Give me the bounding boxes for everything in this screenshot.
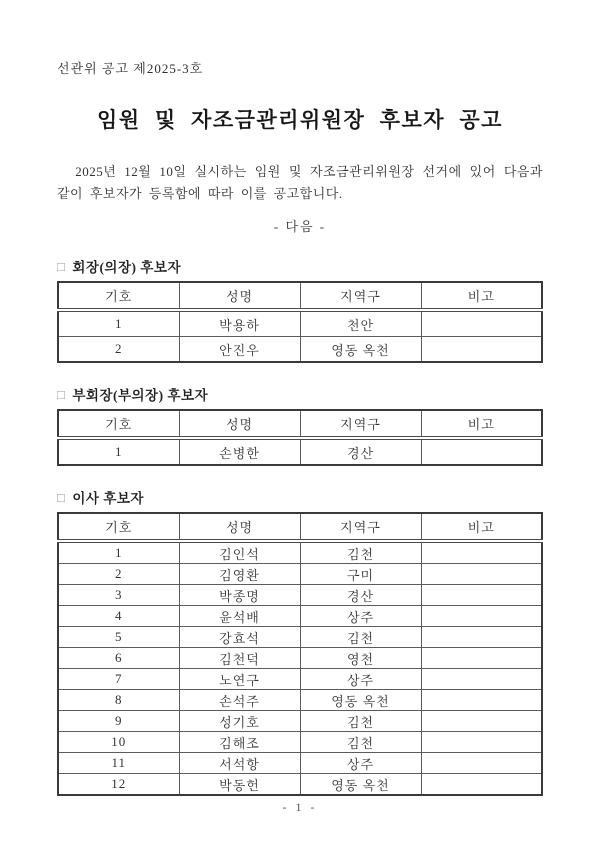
section-heading-label: 이사 후보자: [72, 491, 144, 507]
cell-district: 영동 옥천: [300, 337, 421, 363]
cell-number: 7: [58, 669, 179, 690]
section-heading-vice-chairman: [57, 384, 543, 404]
cell-district: 김천: [300, 711, 421, 732]
section-vice-chairman: [57, 384, 543, 466]
col-header-note: 비고: [421, 513, 542, 541]
cell-note: [421, 585, 542, 606]
cell-number: 1: [58, 541, 179, 564]
cell-note: [421, 310, 542, 337]
table-row: [58, 753, 542, 774]
table-row: [58, 774, 542, 796]
cell-number: 2: [58, 337, 179, 363]
cell-name: 성기호: [179, 711, 300, 732]
cell-district: 경산: [300, 585, 421, 606]
table-header-row: [58, 410, 542, 438]
cell-district: 경산: [300, 438, 421, 465]
cell-note: [421, 669, 542, 690]
cell-note: [421, 564, 542, 585]
cell-number: 10: [58, 732, 179, 753]
doc-number: 선관위 공고 제2025-3호: [57, 61, 204, 76]
table-header-row: [58, 513, 542, 541]
table-row: [58, 627, 542, 648]
section-directors: [57, 487, 543, 796]
cell-name: 강효석: [179, 627, 300, 648]
section-heading-chairman: [57, 256, 543, 276]
vice-chairman-candidate-table: [57, 409, 543, 466]
cell-number: 9: [58, 711, 179, 732]
square-bullet-icon: □: [57, 386, 66, 402]
cell-name: 박동헌: [179, 774, 300, 796]
cell-name: 노연구: [179, 669, 300, 690]
table-row: [58, 606, 542, 627]
cell-number: 5: [58, 627, 179, 648]
cell-district: 상주: [300, 753, 421, 774]
cell-name: 김천덕: [179, 648, 300, 669]
page-title: 임원 및 자조금관리위원장 후보자 공고: [97, 109, 503, 132]
table-row: [58, 669, 542, 690]
table-row: [58, 585, 542, 606]
col-header-name: 성명: [179, 282, 300, 310]
cell-note: [421, 541, 542, 564]
table-row: [58, 310, 542, 337]
col-header-district: 지역구: [300, 513, 421, 541]
table-header-row: [58, 282, 542, 310]
cell-district: 김천: [300, 541, 421, 564]
section-chairman: [57, 256, 543, 363]
table-row: [58, 438, 542, 465]
cell-name: 서석항: [179, 753, 300, 774]
cell-note: [421, 690, 542, 711]
col-header-district: 지역구: [300, 410, 421, 438]
square-bullet-icon: □: [57, 258, 66, 274]
table-row: [58, 711, 542, 732]
section-heading-directors: [57, 487, 543, 507]
cell-number: 11: [58, 753, 179, 774]
cell-number: 1: [58, 310, 179, 337]
col-header-name: 성명: [179, 513, 300, 541]
cell-name: 안진우: [179, 337, 300, 363]
cell-note: [421, 606, 542, 627]
col-header-note: 비고: [421, 410, 542, 438]
daum-divider: - 다음 -: [273, 219, 327, 235]
cell-note: [421, 438, 542, 465]
section-heading-label: 부회장(부의장) 후보자: [72, 388, 209, 404]
table-row: [58, 690, 542, 711]
cell-district: 김천: [300, 627, 421, 648]
cell-number: 2: [58, 564, 179, 585]
table-row: [58, 337, 542, 363]
square-bullet-icon: □: [57, 489, 66, 505]
cell-note: [421, 337, 542, 363]
cell-note: [421, 627, 542, 648]
cell-name: 손병한: [179, 438, 300, 465]
cell-district: 상주: [300, 606, 421, 627]
chairman-candidate-table: [57, 281, 543, 363]
col-header-number: 기호: [58, 513, 179, 541]
table-row: [58, 732, 542, 753]
table-row: [58, 648, 542, 669]
cell-number: 3: [58, 585, 179, 606]
col-header-number: 기호: [58, 282, 179, 310]
cell-name: 윤석배: [179, 606, 300, 627]
cell-number: 12: [58, 774, 179, 796]
page-number: - 1 -: [282, 800, 318, 814]
cell-note: [421, 711, 542, 732]
cell-name: 김영환: [179, 564, 300, 585]
cell-name: 박종명: [179, 585, 300, 606]
cell-number: 1: [58, 438, 179, 465]
col-header-district: 지역구: [300, 282, 421, 310]
announcement-paragraph: 2025년 12월 10일 실시하는 임원 및 자조금관리위원장 선거에 있어 다음과 같이 후보자가 등록함에 따라 이를 공고합니다.: [57, 164, 543, 202]
table-row: [58, 541, 542, 564]
cell-name: 김해조: [179, 732, 300, 753]
col-header-note: 비고: [421, 282, 542, 310]
section-heading-label: 회장(의장) 후보자: [72, 260, 182, 276]
cell-note: [421, 774, 542, 796]
cell-name: 박용하: [179, 310, 300, 337]
cell-district: 영천: [300, 648, 421, 669]
cell-number: 6: [58, 648, 179, 669]
cell-note: [421, 648, 542, 669]
col-header-name: 성명: [179, 410, 300, 438]
cell-note: [421, 732, 542, 753]
cell-district: 상주: [300, 669, 421, 690]
col-header-number: 기호: [58, 410, 179, 438]
cell-number: 4: [58, 606, 179, 627]
cell-district: 김천: [300, 732, 421, 753]
cell-district: 천안: [300, 310, 421, 337]
table-row: [58, 564, 542, 585]
cell-note: [421, 753, 542, 774]
cell-district: 구미: [300, 564, 421, 585]
cell-district: 영동 옥천: [300, 774, 421, 796]
cell-name: 김인석: [179, 541, 300, 564]
cell-name: 손석주: [179, 690, 300, 711]
cell-district: 영동 옥천: [300, 690, 421, 711]
cell-number: 8: [58, 690, 179, 711]
director-candidate-table: [57, 512, 543, 796]
